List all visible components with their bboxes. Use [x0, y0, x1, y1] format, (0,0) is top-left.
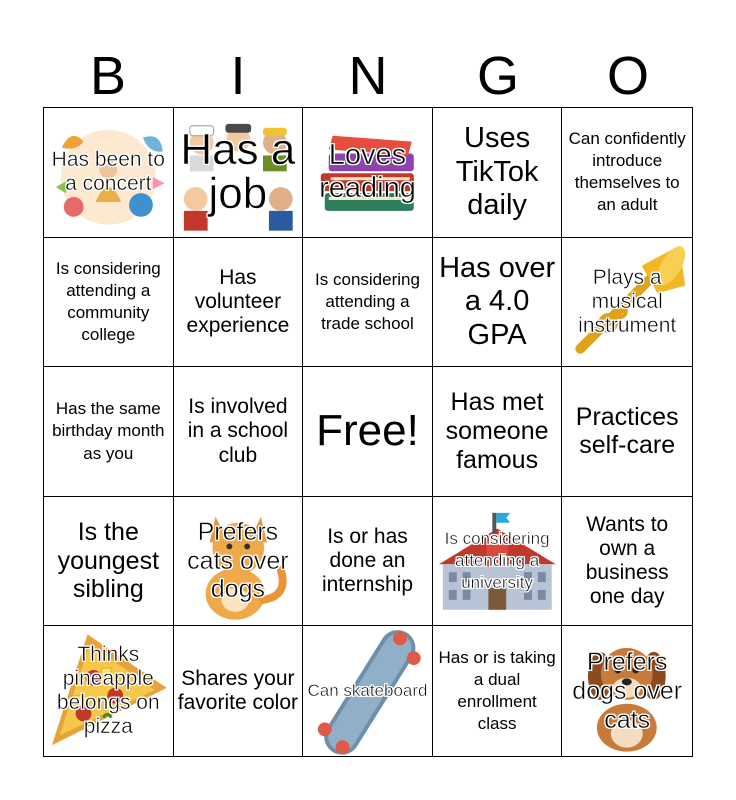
- header-letter-g: G: [476, 46, 519, 106]
- bingo-cell-n1[interactable]: [303, 108, 433, 238]
- cell-text: Uses TikTok daily: [455, 122, 539, 221]
- bingo-cell-n5[interactable]: [303, 626, 433, 756]
- bingo-cell-b3[interactable]: [44, 367, 174, 497]
- bingo-cell-i2[interactable]: [174, 238, 304, 368]
- cell-text: Is considering attending a trade school: [315, 269, 420, 333]
- bingo-cell-n3-free[interactable]: [303, 367, 433, 497]
- cell-text: Has or is taking a dual enrollment class: [438, 648, 556, 734]
- cell-text: Has been to a concert: [51, 148, 165, 196]
- free-space-text: Free!: [316, 406, 419, 456]
- bingo-cell-g1[interactable]: [433, 108, 563, 238]
- cell-text: Shares your favorite color: [177, 667, 298, 715]
- cell-text: Is involved in a school club: [187, 395, 289, 467]
- bingo-cell-i3[interactable]: [174, 367, 304, 497]
- bingo-cell-o3[interactable]: [562, 367, 692, 497]
- bingo-cell-b2[interactable]: [44, 238, 174, 368]
- cell-text: Has over a 4.0 GPA: [439, 251, 556, 351]
- cell-text: Loves reading: [319, 138, 416, 205]
- bingo-cell-i5[interactable]: [174, 626, 304, 756]
- cell-text: Thinks pineapple belongs on pizza: [56, 642, 160, 739]
- cell-text: Practices self-care: [575, 402, 679, 460]
- bingo-cell-i4[interactable]: [174, 497, 304, 627]
- bingo-cell-g2[interactable]: [433, 238, 563, 368]
- header-letter-i: I: [230, 46, 246, 106]
- header-letter-n: N: [348, 46, 388, 106]
- bingo-cell-g5[interactable]: [433, 626, 563, 756]
- bingo-cell-g3[interactable]: [433, 367, 563, 497]
- cell-text: Has the same birthday month as you: [52, 399, 165, 463]
- cell-text: Can skateboard: [307, 681, 428, 701]
- bingo-cell-o5[interactable]: [562, 626, 692, 756]
- bingo-cell-g4[interactable]: [433, 497, 563, 627]
- bingo-cell-b4[interactable]: [44, 497, 174, 627]
- cell-text: Prefers dogs over cats: [572, 648, 683, 734]
- bingo-cell-b5[interactable]: [44, 626, 174, 756]
- bingo-header: [43, 48, 693, 104]
- bingo-cell-o1[interactable]: [562, 108, 692, 238]
- cell-text: Can confidently introduce themselves to an adult: [568, 129, 686, 215]
- cell-text: Is considering attending a university: [444, 528, 550, 593]
- cell-text: Is considering attending a community college: [55, 258, 161, 344]
- cell-text: Plays a musical instrument: [578, 265, 677, 337]
- cell-text: Has volunteer experience: [186, 265, 290, 337]
- bingo-cell-i1[interactable]: [174, 108, 304, 238]
- cell-text: Has a job: [180, 125, 296, 219]
- bingo-cell-o4[interactable]: [562, 497, 692, 627]
- cell-text: Is the youngest sibling: [57, 517, 160, 604]
- bingo-board: [43, 107, 693, 757]
- cell-text: Prefers cats over dogs: [187, 517, 289, 604]
- bingo-cell-n2[interactable]: [303, 238, 433, 368]
- header-letter-b: B: [89, 46, 127, 106]
- header-letter-o: O: [606, 46, 649, 106]
- cell-text: Has met someone famous: [445, 388, 549, 474]
- cell-text: Wants to own a business one day: [585, 512, 669, 609]
- bingo-cell-n4[interactable]: [303, 497, 433, 627]
- bingo-cell-o2[interactable]: [562, 238, 692, 368]
- bingo-cell-b1[interactable]: [44, 108, 174, 238]
- cell-text: Is or has done an internship: [321, 524, 414, 597]
